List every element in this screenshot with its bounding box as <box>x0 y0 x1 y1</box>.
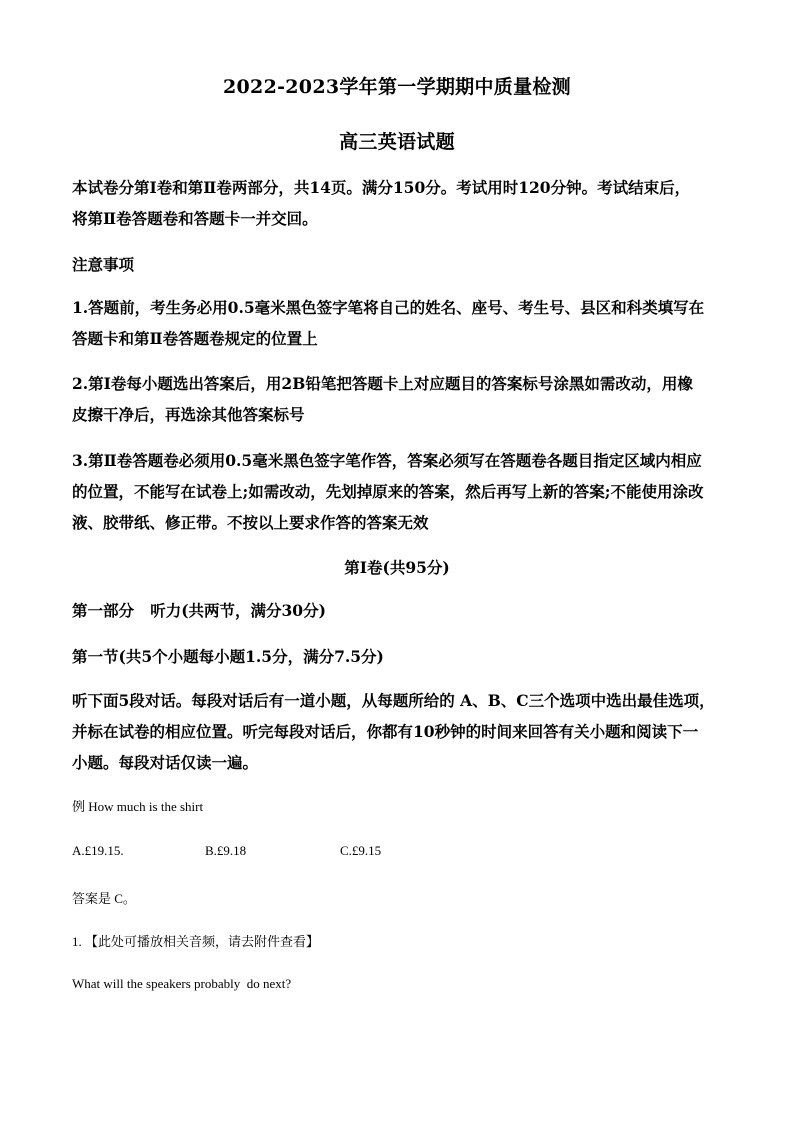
volume-1-heading: 第Ⅰ卷(共95分) <box>344 558 450 577</box>
note-3-line-1: 3.第Ⅱ卷答题卷必须用0.5毫米黑色签字笔作答，答案必须写在答题卷各题目指定区域内相应 <box>72 451 702 470</box>
instructions-line-1: 听下面5段对话。每段对话后有一道小题，从每题所给的 A、B、C三个选项中选出最佳选项， <box>72 691 715 710</box>
example-question: 例 How much is the shirt <box>72 799 204 814</box>
note-2-line-2: 皮擦干净后，再选涂其他答案标号 <box>72 405 305 424</box>
section-1-heading: 第一节(共5个小题每小题1.5分，满分7.5分) <box>72 647 384 666</box>
intro-line-2: 将第Ⅱ卷答题卷和答题卡一并交回。 <box>72 209 318 228</box>
document-title: 2022-2023学年第一学期期中质量检测 <box>223 76 571 98</box>
instructions-line-2: 并标在试卷的相应位置。听完每段对话后，你都有10秒钟的时间来回答有关小题和阅读下一 <box>72 722 699 741</box>
note-3-line-3: 液、胶带纸、修正带。不按以上要求作答的答案无效 <box>72 513 429 532</box>
note-3-line-2: 的位置，不能写在试卷上;如需改动，先划掉原来的答案，然后再写上新的答案;不能使用涂改 <box>72 482 704 501</box>
notes-heading: 注意事项 <box>72 255 135 274</box>
document-subtitle: 高三英语试题 <box>339 131 455 153</box>
example-answer: 答案是 C。 <box>72 891 136 906</box>
part-1-heading: 第一部分 听力(共两节，满分30分) <box>72 601 326 620</box>
question-1-audio-note: 1. 【此处可播放相关音频，请去附件查看】 <box>72 934 320 949</box>
example-option-c: C.£9.15 <box>340 843 382 858</box>
instructions-line-3: 小题。每段对话仅读一遍。 <box>72 753 259 772</box>
note-2-line-1: 2.第Ⅰ卷每小题选出答案后，用2B铅笔把答题卡上对应题目的答案标号涂黑如需改动，用橡 <box>72 374 693 393</box>
question-1-text: What will the speakers probably do next? <box>72 976 292 991</box>
example-option-b: B.£9.18 <box>205 843 247 858</box>
example-option-a: A.£19.15. <box>72 843 124 858</box>
note-1-line-1: 1.答题前，考生务必用0.5毫米黑色签字笔将自己的姓名、座号、考生号、县区和科类填写在 <box>72 298 705 317</box>
note-1-line-2: 答题卡和第Ⅱ卷答题卷规定的位置上 <box>72 329 318 348</box>
intro-line-1: 本试卷分第Ⅰ卷和第Ⅱ卷两部分，共14页。满分150分。考试用时120分钟。考试结束后， <box>72 178 691 197</box>
